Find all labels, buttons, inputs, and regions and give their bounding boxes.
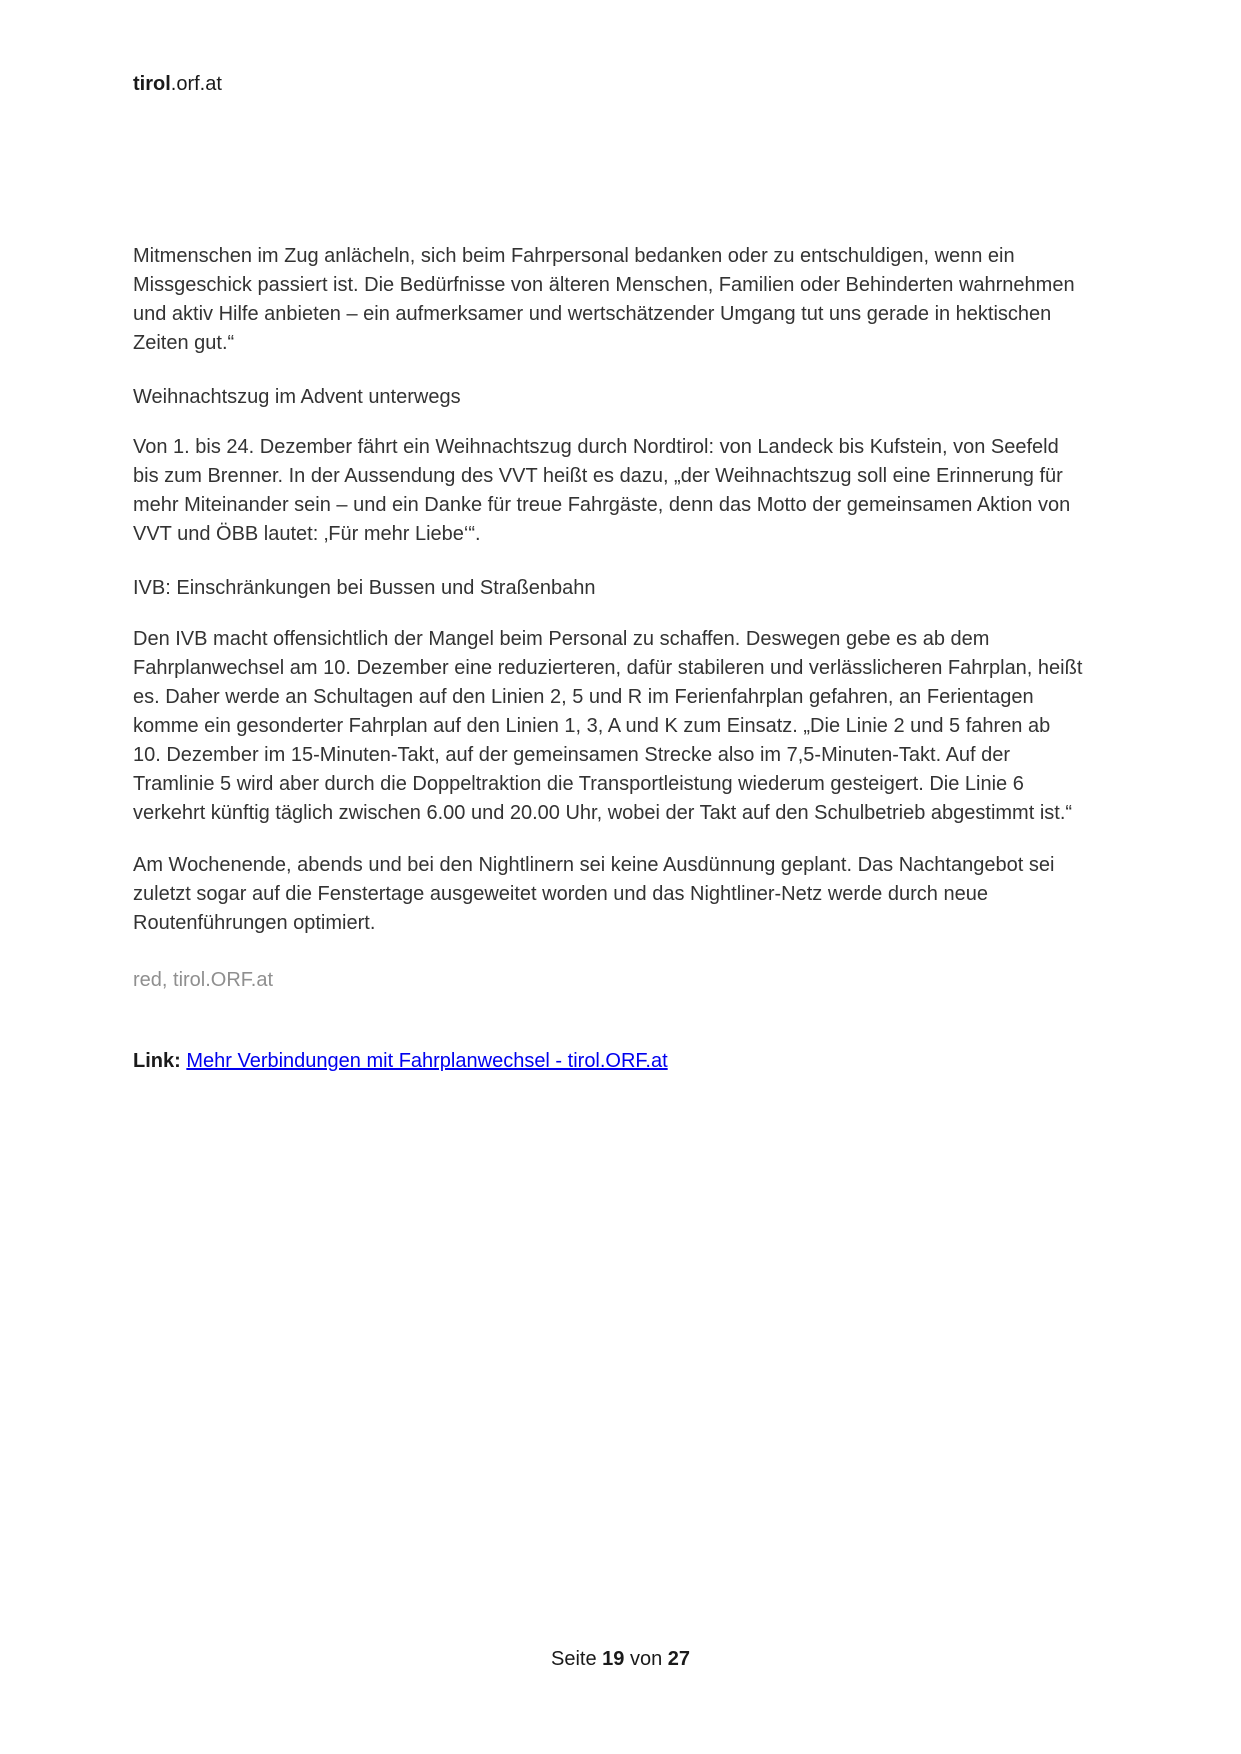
article-byline: red, tirol.ORF.at (133, 969, 274, 991)
paragraph-nightliner: Am Wochenende, abends und bei den Nightlinern sei keine Ausdünnung geplant. Das Nachtangebot sei zuletzt sogar auf die Fenstertage ausgeweitet worden und das Nightliner-Netz werde durch neue Routenführungen optimiert. (133, 854, 1055, 934)
fahrplanwechsel-link[interactable]: Mehr Verbindungen mit Fahrplanwechsel - tirol.ORF.at (186, 1050, 668, 1072)
footer-page-number: 19 (602, 1648, 625, 1670)
site-brand-bold: tirol (133, 73, 171, 95)
page-footer (0, 1645, 1241, 1674)
subheading-weihnachtszug: Weihnachtszug im Advent unterwegs (133, 386, 461, 408)
footer-prefix: Seite (550, 1648, 597, 1670)
site-header (133, 70, 1083, 99)
article-body (133, 242, 1083, 1076)
subheading-ivb: IVB: Einschränkungen bei Bussen und Straßenbahn (133, 577, 596, 599)
footer-separator: von (629, 1648, 663, 1670)
site-brand-rest: .orf.at (170, 73, 222, 95)
paragraph-quote-conclusion: Mitmenschen im Zug anlächeln, sich beim Fahrpersonal bedanken oder zu entschuldigen, wenn ein Missgeschick passiert ist. Die Bedürfnisse von älteren Menschen, Familien oder Behinderten wahrnehmen und aktiv Hilfe anbieten – ein aufmerksamer und wertschätzender Umgang tut uns gerade in hektischen Zeiten gut.“ (133, 245, 1075, 354)
paragraph-ivb-fahrplan: Den IVB macht offensichtlich der Mangel beim Personal zu schaffen. Deswegen gebe es ab dem Fahrplanwechsel am 10. Dezember eine reduzierteren, dafür stabileren und verlässlicheren Fahrplan, heißt es. Daher werde an Schultagen auf den Linien 2, 5 und R im Ferienfahrplan gefahren, an Ferientagen komme ein gesonderter Fahrplan auf den Linien 1, 3, A und K zum Einsatz. „Die Linie 2 und 5 fahren ab 10. Dezember im 15-Minuten-Takt, auf der gemeinsamen Strecke also im 7,5-Minuten-Takt. Auf der Tramlinie 5 wird aber durch die Doppeltraktion die Transportleistung wiederum gesteigert. Die Linie 6 verkehrt künftig täglich zwischen 6.00 und 20.00 Uhr, wobei der Takt auf den Schulbetrieb abgestimmt ist.“ (133, 628, 1083, 824)
link-label: Link: (133, 1050, 181, 1072)
footer-total-pages: 27 (667, 1648, 691, 1670)
related-link-line (133, 1047, 1083, 1076)
paragraph-weihnachtszug: Von 1. bis 24. Dezember fährt ein Weihnachtszug durch Nordtirol: von Landeck bis Kufstein, von Seefeld bis zum Brenner. In der Aussendung des VVT heißt es dazu, „der Weihnachtszug soll eine Erinnerung für mehr Miteinander sein – und ein Danke für treue Fahrgäste, denn das Motto der gemeinsamen Aktion von VVT und ÖBB lautet: ‚Für mehr Liebe‘“. (133, 436, 1071, 545)
